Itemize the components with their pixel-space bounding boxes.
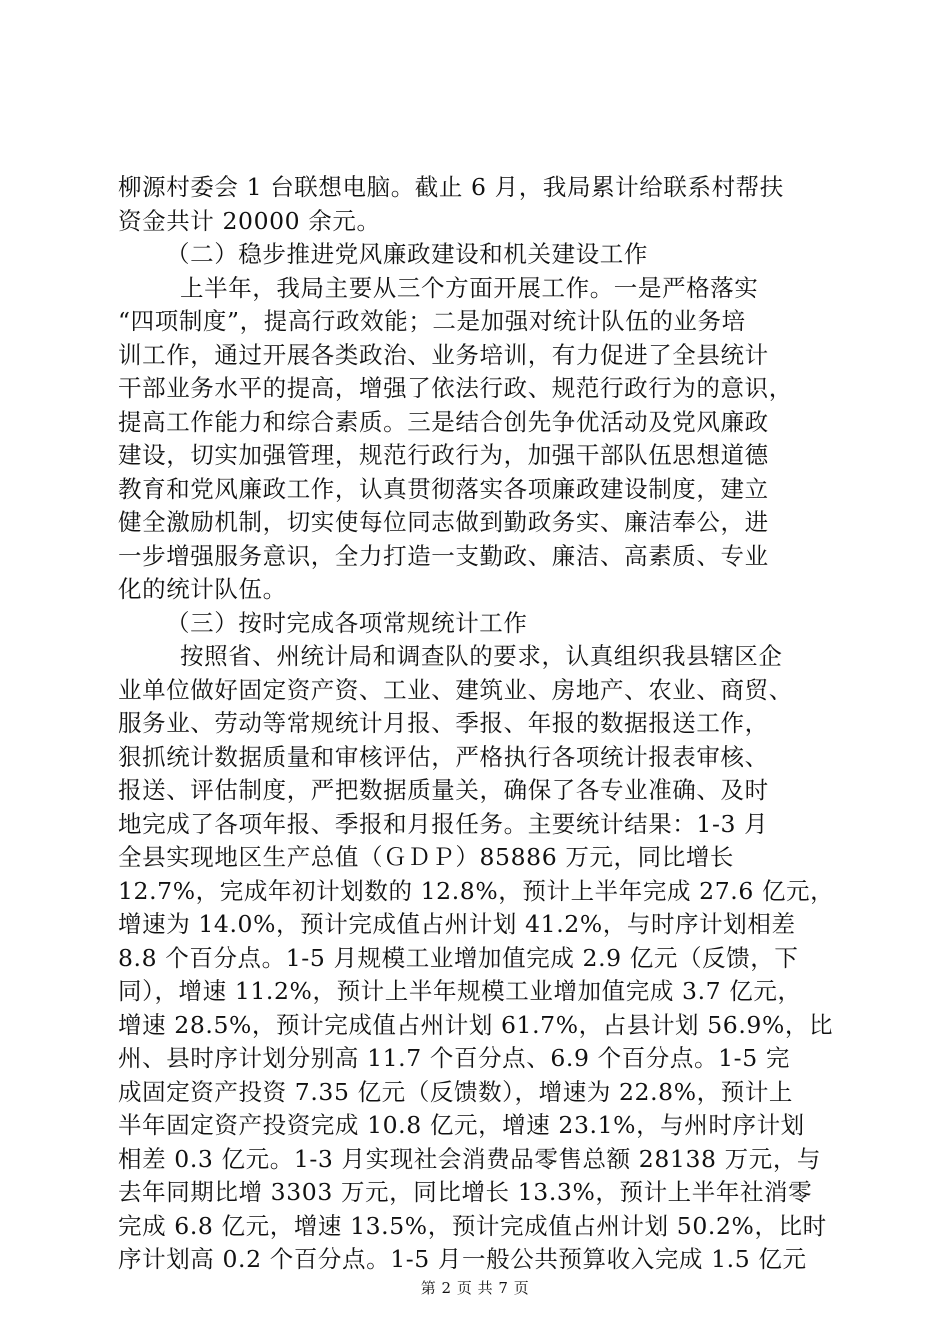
body-text-line: 业单位做好固定资产资、工业、建筑业、房地产、农业、商贸、 — [118, 675, 793, 704]
document-body — [118, 171, 838, 1277]
body-text-line: 上半年，我局主要从三个方面开展工作。一是严格落实 — [180, 273, 759, 302]
section-heading: （三）按时完成各项常规统计工作 — [166, 608, 528, 637]
body-text-line: 成固定资产投资 7.35 亿元（反馈数），增速为 22.8%，预计上 — [118, 1077, 794, 1106]
body-text-line: 地完成了各项年报、季报和月报任务。主要统计结果：1-3 月 — [118, 809, 769, 838]
body-text-line: 教育和党风廉政工作，认真贯彻落实各项廉政建设制度，建立 — [118, 474, 769, 503]
body-text-line: “四项制度”，提高行政效能；二是加强对统计队伍的业务培 — [118, 307, 746, 335]
body-text-line: 一步增强服务意识，全力打造一支勤政、廉洁、高素质、专业 — [118, 541, 769, 570]
body-text-line: 干部业务水平的提高，增强了依法行政、规范行政行为的意识， — [118, 374, 793, 402]
body-text-line: 训工作，通过开展各类政治、业务培训，有力促进了全县统计 — [118, 340, 769, 369]
body-text-line: 柳源村委会 1 台联想电脑。截止 6 月，我局累计给联系村帮扶 — [118, 173, 784, 201]
body-text-line: 相差 0.3 亿元。1-3 月实现社会消费品零售总额 28138 万元，与 — [118, 1144, 822, 1173]
body-text-line: 提高工作能力和综合素质。三是结合创先争优活动及党风廉政 — [118, 407, 769, 436]
body-text-line: 完成 6.8 亿元，增速 13.5%，预计完成值占州计划 50.2%，比时 — [118, 1211, 827, 1240]
body-text-line: 按照省、州统计局和调查队的要求，认真组织我县辖区企 — [180, 642, 783, 670]
section-heading: （二）稳步推进党风廉政建设和机关建设工作 — [166, 240, 648, 268]
body-text-line: 增速为 14.0%，预计完成值占州计划 41.2%，与时序计划相差 — [118, 910, 796, 938]
body-text-line: 全县实现地区生产总值（ＧＤＰ）85886 万元，同比增长 — [118, 843, 735, 871]
body-text-line: 12.7%，完成年初计划数的 12.8%，预计上半年完成 27.6 亿元， — [118, 876, 835, 905]
body-text-line: 增速 28.5%，预计完成值占州计划 61.7%，占县计划 56.9%，比 — [118, 1010, 834, 1039]
body-text-line: 8.8 个百分点。1-5 月规模工业增加值完成 2.9 亿元（反馈，下 — [118, 943, 799, 972]
body-text-line: 健全激励机制，切实使每位同志做到勤政务实、廉洁奉公，进 — [118, 508, 769, 536]
body-text-line: 狠抓统计数据质量和审核评估，严格执行各项统计报表审核、 — [118, 742, 769, 771]
body-text-line: 去年同期比增 3303 万元，同比增长 13.3%，预计上半年社消零 — [118, 1178, 813, 1206]
page-footer: 第 2 页 共 7 页 — [420, 1279, 530, 1297]
body-text-line: 建设，切实加强管理，规范行政行为，加强干部队伍思想道德 — [118, 441, 769, 469]
body-text-line: 州、县时序计划分别高 11.7 个百分点、6.9 个百分点。1-5 完 — [118, 1044, 790, 1072]
body-text-line: 同），增速 11.2%，预计上半年规模工业增加值完成 3.7 亿元， — [118, 977, 802, 1005]
body-text-line: 半年固定资产投资完成 10.8 亿元，增速 23.1%，与州时序计划 — [118, 1111, 805, 1139]
body-text-line: 资金共计 20000 余元。 — [118, 206, 381, 235]
body-text-line: 序计划高 0.2 个百分点。1-5 月一般公共预算收入完成 1.5 亿元 — [118, 1245, 807, 1273]
body-text-line: 化的统计队伍。 — [118, 575, 287, 603]
body-text-line: 服务业、劳动等常规统计月报、季报、年报的数据报送工作， — [118, 709, 769, 737]
body-text-line: 报送、评估制度，严把数据质量关，确保了各专业准确、及时 — [118, 776, 769, 804]
